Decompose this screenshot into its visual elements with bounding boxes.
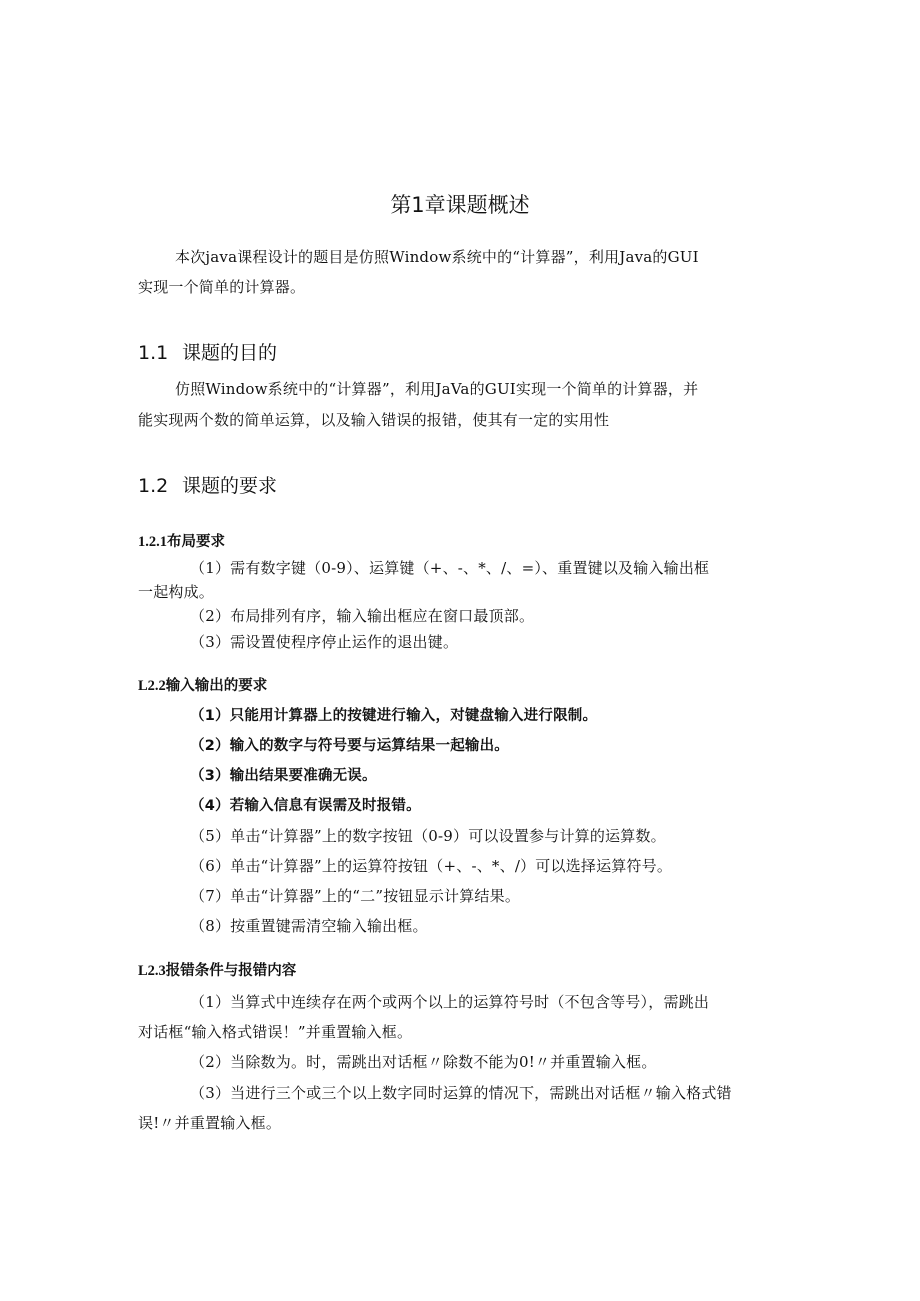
list-item-continuation: 一起构成。 [138,583,215,601]
intro-line-2: 实现一个简单的计算器。 [138,278,306,296]
chapter-title: 第1章课题概述 [390,193,530,217]
section-number: 1.1 [138,342,169,364]
section-title: 课题的目的 [182,342,278,364]
list-item: （2）当除数为。时，需跳出对话框〃除数不能为0!〃并重置输入框。 [190,1053,657,1071]
list-item-continuation: 对话框“输入格式错误！”并重置输入框。 [138,1023,413,1041]
section-1-1-line-2: 能实现两个数的简单运算，以及输入错误的报错，使其有一定的实用性 [138,411,610,429]
list-item: （1）当算式中连续存在两个或两个以上的运算符号时（不包含等号），需跳出 [190,993,710,1011]
section-title: 课题的要求 [182,475,278,497]
list-item: （3）输出结果要准确无误。 [190,768,377,784]
list-item: （5）单击“计算器”上的数字按钮（0-9）可以设置参与计算的运算数。 [190,827,666,845]
section-heading-1-1 [138,338,784,368]
list-item: （1）需有数字键（0-9）、运算键（+、-、*、/、=）、重置键以及输入输出框 [190,559,710,577]
list-item: （2）布局排列有序，输入输出框应在窗口最顶部。 [190,607,535,625]
section-heading-1-2 [138,471,784,501]
subsection-heading-1-2-1: 1.2.1布局要求 [138,534,225,550]
subsection-heading-1-2-3: L2.3报错条件与报错内容 [138,963,297,979]
list-item: （4）若输入信息有误需及时报错。 [190,798,421,814]
list-item: （3）当进行三个或三个以上数字同时运算的情况下，需跳出对话框〃输入格式错 [190,1084,732,1102]
section-1-1-line-1: 仿照Window系统中的“计算器”，利用JaVa的GUI实现一个简单的计算器，并 [175,380,699,398]
intro-line-1: 本次java课程设计的题目是仿照Window系统中的“计算器”，利用Java的GUI [175,248,699,266]
list-item: （8）按重置键需清空输入输出框。 [190,917,428,935]
section-number: 1.2 [138,475,169,497]
list-item: （2）输入的数字与符号要与运算结果一起输出。 [190,738,509,754]
list-item: （3）需设置使程序停止运作的退出键。 [190,633,459,651]
list-item: （1）只能用计算器上的按键进行输入，对键盘输入进行限制。 [190,708,598,724]
list-item-continuation: 误!〃并重置输入框。 [138,1114,282,1132]
list-item: （6）单击“计算器”上的运算符按钮（+、-、*、/）可以选择运算符号。 [190,857,673,875]
subsection-heading-1-2-2: L2.2输入输出的要求 [138,678,268,694]
list-item: （7）单击“计算器”上的“二”按钮显示计算结果。 [190,887,521,905]
